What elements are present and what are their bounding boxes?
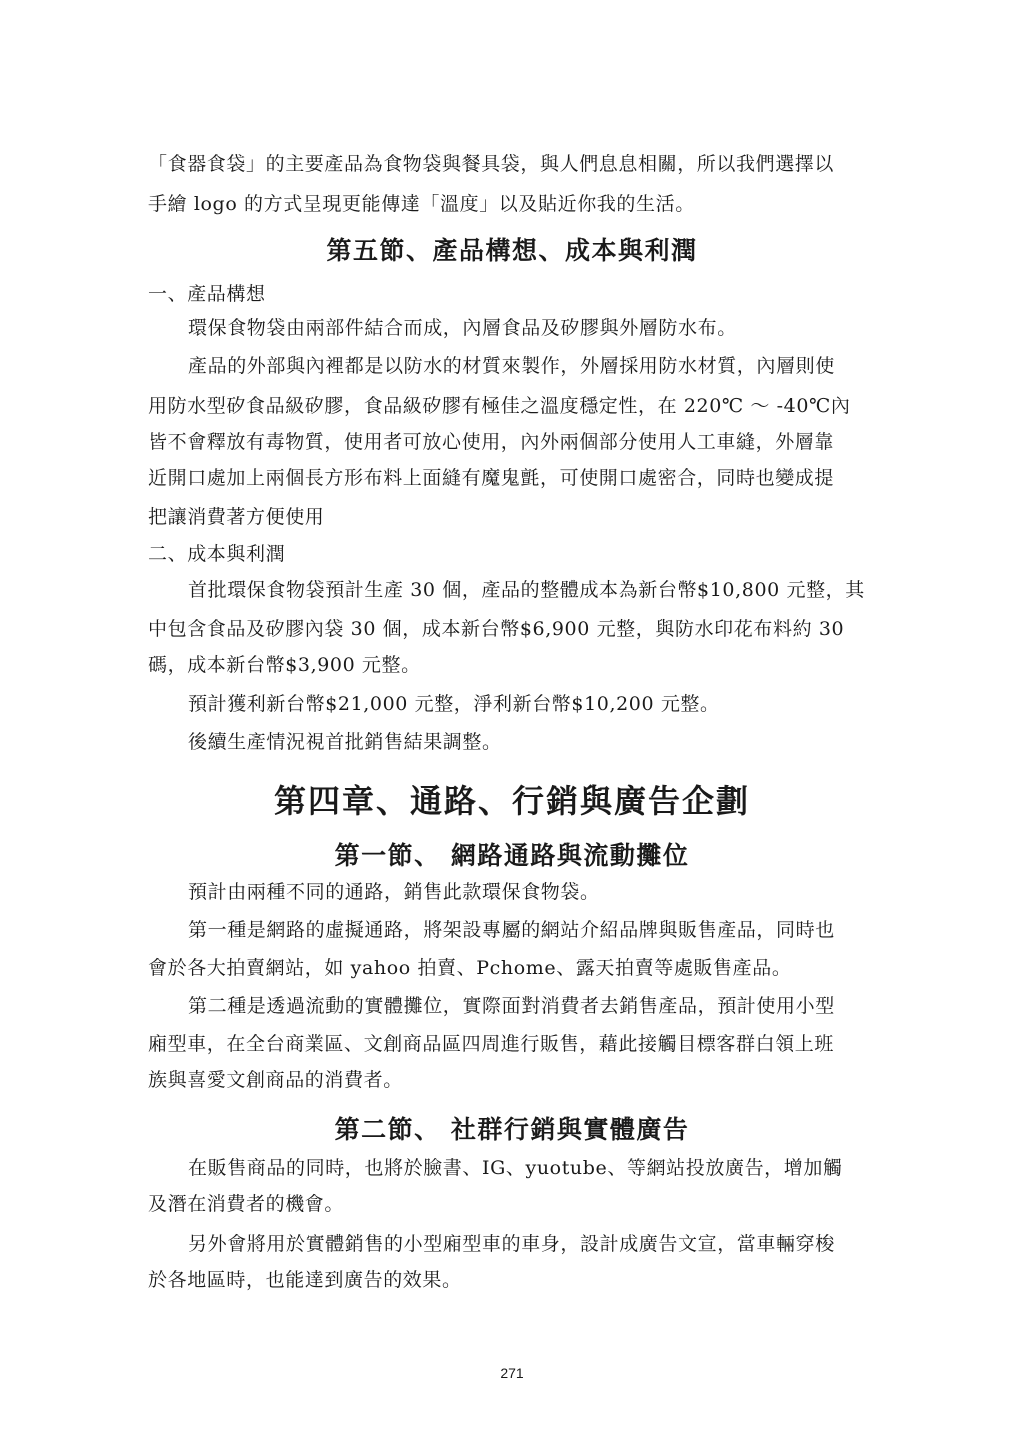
cost-para-1-line-2: 中包含食品及矽膠內袋 30 個，成本新台幣$6,900 元整，與防水印花布料約 30 [148, 618, 845, 640]
chapter-4-heading: 第四章、通路、行銷與廣告企劃 [273, 782, 750, 820]
channel-para-3-line-3: 族與喜愛文創商品的消費者。 [148, 1069, 403, 1091]
product-concept-para-2-line-4: 近開口處加上兩個長方形布料上面縫有魔鬼氈，可使開口處密合，同時也變成提 [148, 467, 835, 489]
section-1-heading: 第一節、 網路通路與流動攤位 [334, 841, 690, 870]
channel-para-3-line-1: 第二種是透過流動的實體攤位，實際面對消費者去銷售產品，預計使用小型 [188, 995, 835, 1017]
product-concept-para-2-line-1: 產品的外部與內裡都是以防水的材質來製作，外層採用防水材質，內層則使 [188, 355, 835, 377]
cost-para-1-line-3: 碼，成本新台幣$3,900 元整。 [148, 654, 421, 676]
page-number: 271 [500, 1365, 524, 1381]
channel-para-3-line-2: 廂型車，在全台商業區、文創商品區四周進行販售，藉此接觸目標客群白領上班 [148, 1033, 835, 1055]
channel-para-2-line-1: 第一種是網路的虛擬通路，將架設專屬的網站介紹品牌與販售產品，同時也 [188, 919, 835, 941]
channel-para-1: 預計由兩種不同的通路，銷售此款環保食物袋。 [188, 881, 600, 903]
marketing-para-2-line-2: 於各地區時，也能達到廣告的效果。 [148, 1269, 462, 1291]
section-2-heading: 第二節、 社群行銷與實體廣告 [334, 1115, 690, 1144]
section-5-heading: 第五節、產品構想、成本與利潤 [326, 236, 698, 265]
product-concept-para-2-line-3: 皆不會釋放有毒物質，使用者可放心使用，內外兩個部分使用人工車縫，外層靠 [148, 431, 835, 453]
product-concept-para-2-line-5: 把讓消費著方便使用 [148, 506, 325, 528]
marketing-para-1-line-1: 在販售商品的同時，也將於臉書、IG、yuotube、等網站投放廣告，增加觸 [188, 1157, 843, 1179]
subsection-2-label: 二、成本與利潤 [148, 543, 286, 565]
product-concept-para-2-line-2: 用防水型矽食品級矽膠，食品級矽膠有極佳之溫度穩定性，在 220℃ ～ -40℃內 [148, 395, 851, 417]
channel-para-2-line-2: 會於各大拍賣網站，如 yahoo 拍賣、Pchome、露天拍賣等處販售產品。 [148, 957, 792, 979]
marketing-para-1-line-2: 及潛在消費者的機會。 [148, 1193, 345, 1215]
cost-para-2: 預計獲利新台幣$21,000 元整，淨利新台幣$10,200 元整。 [188, 693, 720, 715]
product-concept-para-1: 環保食物袋由兩部件結合而成，內層食品及矽膠與外層防水布。 [188, 317, 737, 339]
subsection-1-label: 一、產品構想 [148, 283, 266, 305]
intro-line-2: 手繪 logo 的方式呈現更能傳達「溫度」以及貼近你我的生活。 [148, 193, 695, 215]
marketing-para-2-line-1: 另外會將用於實體銷售的小型廂型車的車身，設計成廣告文宣，當車輛穿梭 [188, 1233, 835, 1255]
intro-line-1: 「食器食袋」的主要產品為食物袋與餐具袋，與人們息息相關，所以我們選擇以 [148, 153, 835, 175]
cost-para-1-line-1: 首批環保食物袋預計生產 30 個，產品的整體成本為新台幣$10,800 元整，其 [188, 579, 865, 601]
cost-para-3: 後續生產情況視首批銷售結果調整。 [188, 731, 502, 753]
